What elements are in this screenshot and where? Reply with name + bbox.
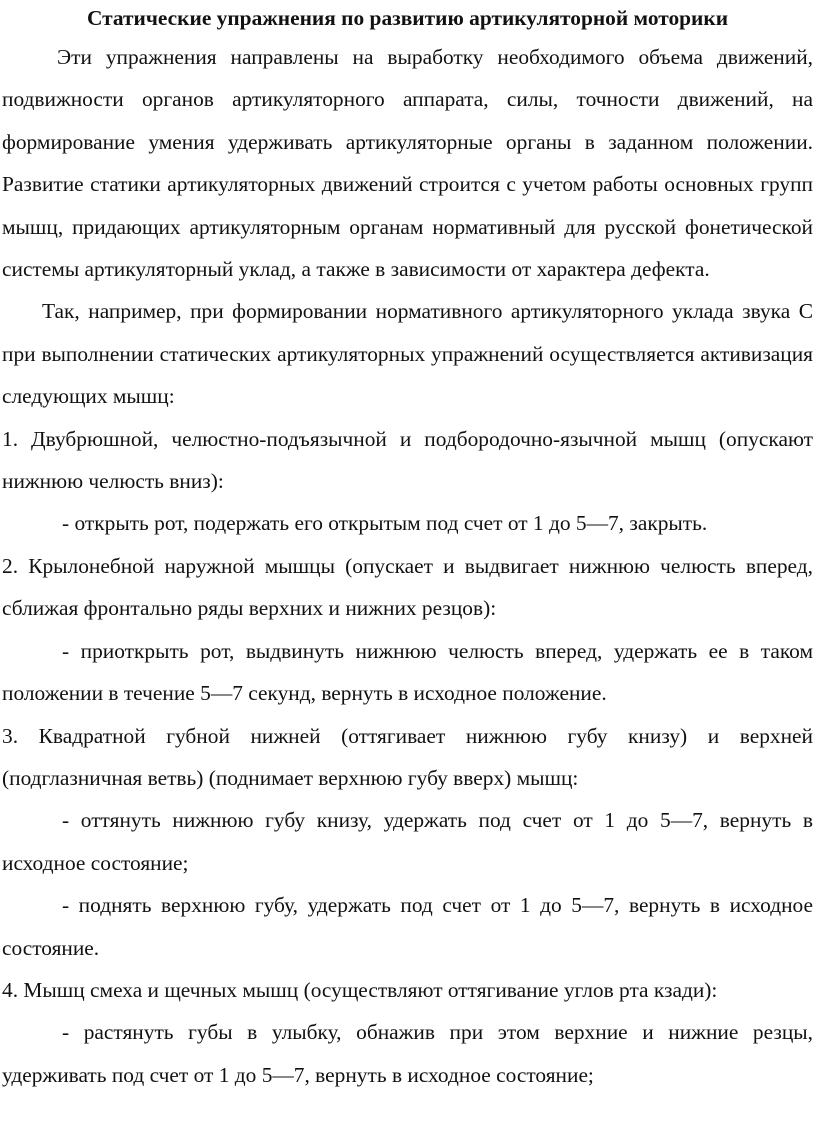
exercise-item-3b: - поднять верхнюю губу, удержать под счет от 1 до 5—7, вернуть в исходное состояние. xyxy=(2,893,813,960)
document-title: Статические упражнения по развитию артикуляторной моторики xyxy=(86,6,729,30)
exercise-item-4: - растянуть губы в улыбку, обнажив при этом верхние и нижние резцы, удерживать под счет от 1 до 5—7, вернуть в исходное состояние; xyxy=(2,1020,813,1087)
exercise-item-3a: - оттянуть нижнюю губу книзу, удержать под счет от 1 до 5—7, вернуть в исходное состояние; xyxy=(2,808,813,875)
muscle-item-1: 1. Двубрюшной, челюстно-подъязычной и подбородочно-язычной мышц (опускают нижнюю челюсть вниз): xyxy=(2,426,813,494)
muscle-item-2: 2. Крылонебной наружной мышцы (опускает и выдвигает нижнюю челюсть вперед, сближая фронтально ряды верхних и нижних резцов): xyxy=(2,553,813,621)
example-paragraph: Так, например, при формировании нормативного артикуляторного уклада звука С при выполнении статических артикуляторных упражнений осуществляется активизация следующих мышц: xyxy=(2,299,813,409)
muscle-item-3: 3. Квадратной губной нижней (оттягивает нижнюю губу книзу) и верхней (подглазничная ветвь) (поднимает верхнюю губу вверх) мышц: xyxy=(2,723,813,790)
exercise-item-1: - открыть рот, подержать его открытым под счет от 1 до 5—7, закрыть. xyxy=(62,511,708,536)
muscle-item-4: 4. Мышц смеха и щечных мышц (осуществляют оттягивание углов рта кзади): xyxy=(2,977,718,1002)
exercise-item-2: - приоткрыть рот, выдвинуть нижнюю челюсть вперед, удержать ее в таком положении в течение 5—7 секунд, вернуть в исходное положение. xyxy=(2,638,813,706)
intro-paragraph: Эти упражнения направлены на выработку необходимого объема движений, подвижности органов артикуляторного аппарата, силы, точности движений, на формирование умения удерживать артикуляторные органы в заданном положении. Развитие статики артикуляторных движений строится с учетом работы основных групп мышц, придающих артикуляторным органам нормативный для русской фонетической системы артикуляторный уклад, а также в зависимости от характера дефекта. xyxy=(2,45,813,282)
